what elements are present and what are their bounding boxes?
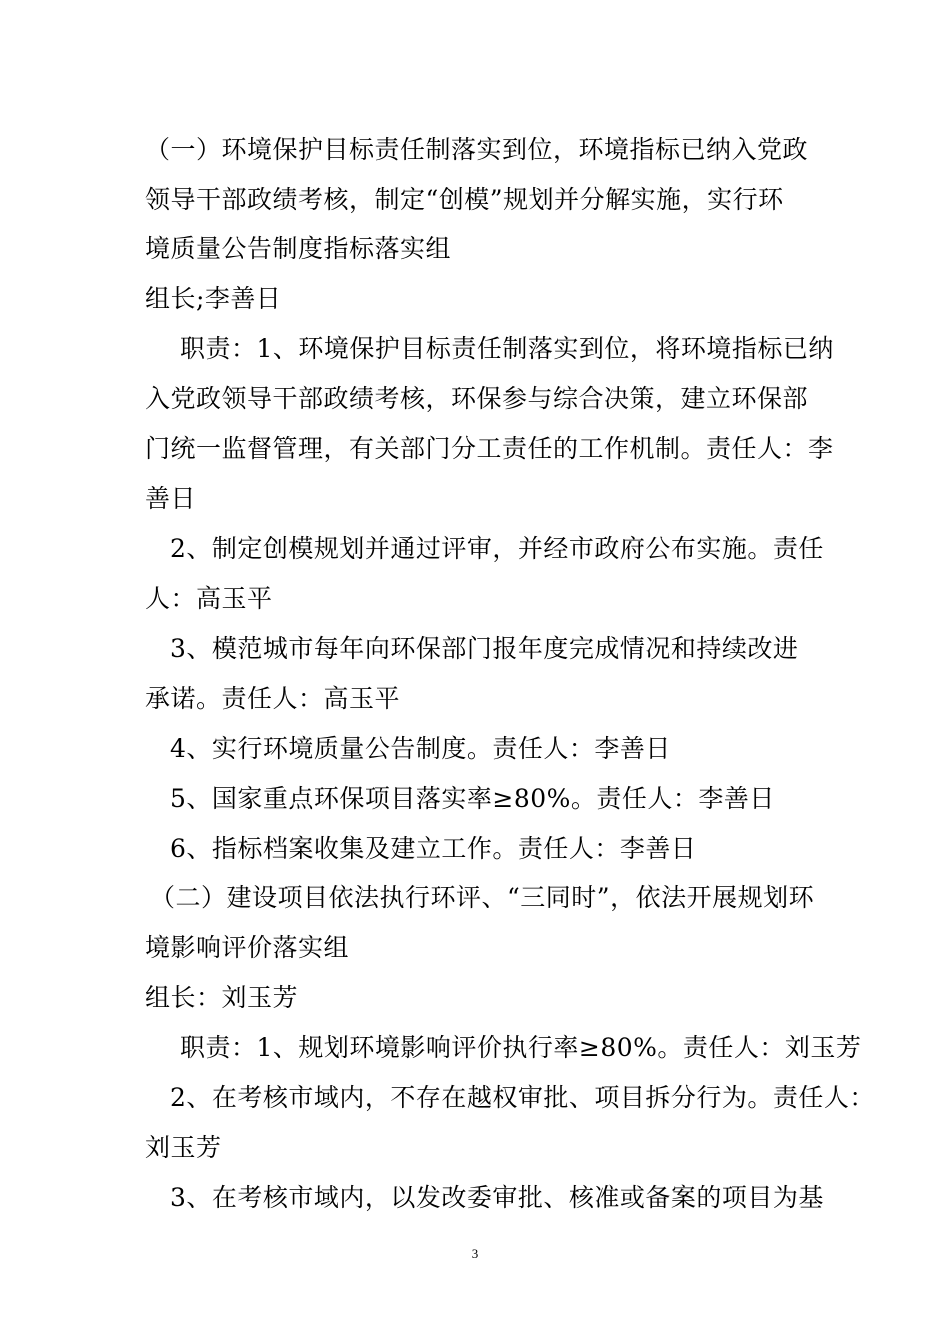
duty-item-2-line-2: 人：高玉平 [145, 584, 273, 613]
section-1-heading-line-1: （一）环境保护目标责任制落实到位，环境指标已纳入党政 [145, 135, 809, 164]
section-2-heading-line-2: 境影响评价落实组 [145, 933, 350, 962]
duty-item-6: 6、指标档案收集及建立工作。责任人：李善日 [170, 834, 697, 863]
section-1-leader: 组长;李善日 [145, 284, 282, 313]
section-2-duty-item-1: 职责：1、规划环境影响评价执行率≥80%。责任人：刘玉芳 [180, 1033, 862, 1062]
section-2-duty-item-2-line-1: 2、在考核市域内，不存在越权审批、项目拆分行为。责任人： [170, 1083, 875, 1112]
section-2-leader: 组长：刘玉芳 [145, 983, 299, 1012]
section-2-heading-line-1: （二）建设项目依法执行环评、“三同时”，依法开展规划环 [150, 883, 815, 912]
duty-item-5: 5、国家重点环保项目落实率≥80%。责任人：李善日 [170, 784, 775, 813]
page-number: 3 [471, 1246, 479, 1261]
section-1-heading-line-2: 领导干部政绩考核，制定“创模”规划并分解实施，实行环 [145, 185, 784, 214]
section-2-duty-item-2-line-2: 刘玉芳 [145, 1133, 222, 1162]
section-2-duty-item-3-line-1: 3、在考核市域内，以发改委审批、核准或备案的项目为基 [170, 1183, 824, 1212]
duty-item-2-line-1: 2、制定创模规划并通过评审，并经市政府公布实施。责任 [170, 534, 824, 563]
duty-item-1-line-4: 善日 [145, 484, 197, 513]
duty-item-3-line-2: 承诺。责任人：高玉平 [145, 684, 401, 713]
duty-item-4: 4、实行环境质量公告制度。责任人：李善日 [170, 734, 671, 763]
duty-item-1-line-1: 职责：1、环境保护目标责任制落实到位，将环境指标已纳 [180, 334, 834, 363]
duty-item-1-line-2: 入党政领导干部政绩考核，环保参与综合决策，建立环保部 [145, 384, 809, 413]
section-1-heading-line-3: 境质量公告制度指标落实组 [145, 234, 452, 263]
duty-item-1-line-3: 门统一监督管理，有关部门分工责任的工作机制。责任人：李 [145, 434, 834, 463]
duty-item-3-line-1: 3、模范城市每年向环保部门报年度完成情况和持续改进 [170, 634, 799, 663]
